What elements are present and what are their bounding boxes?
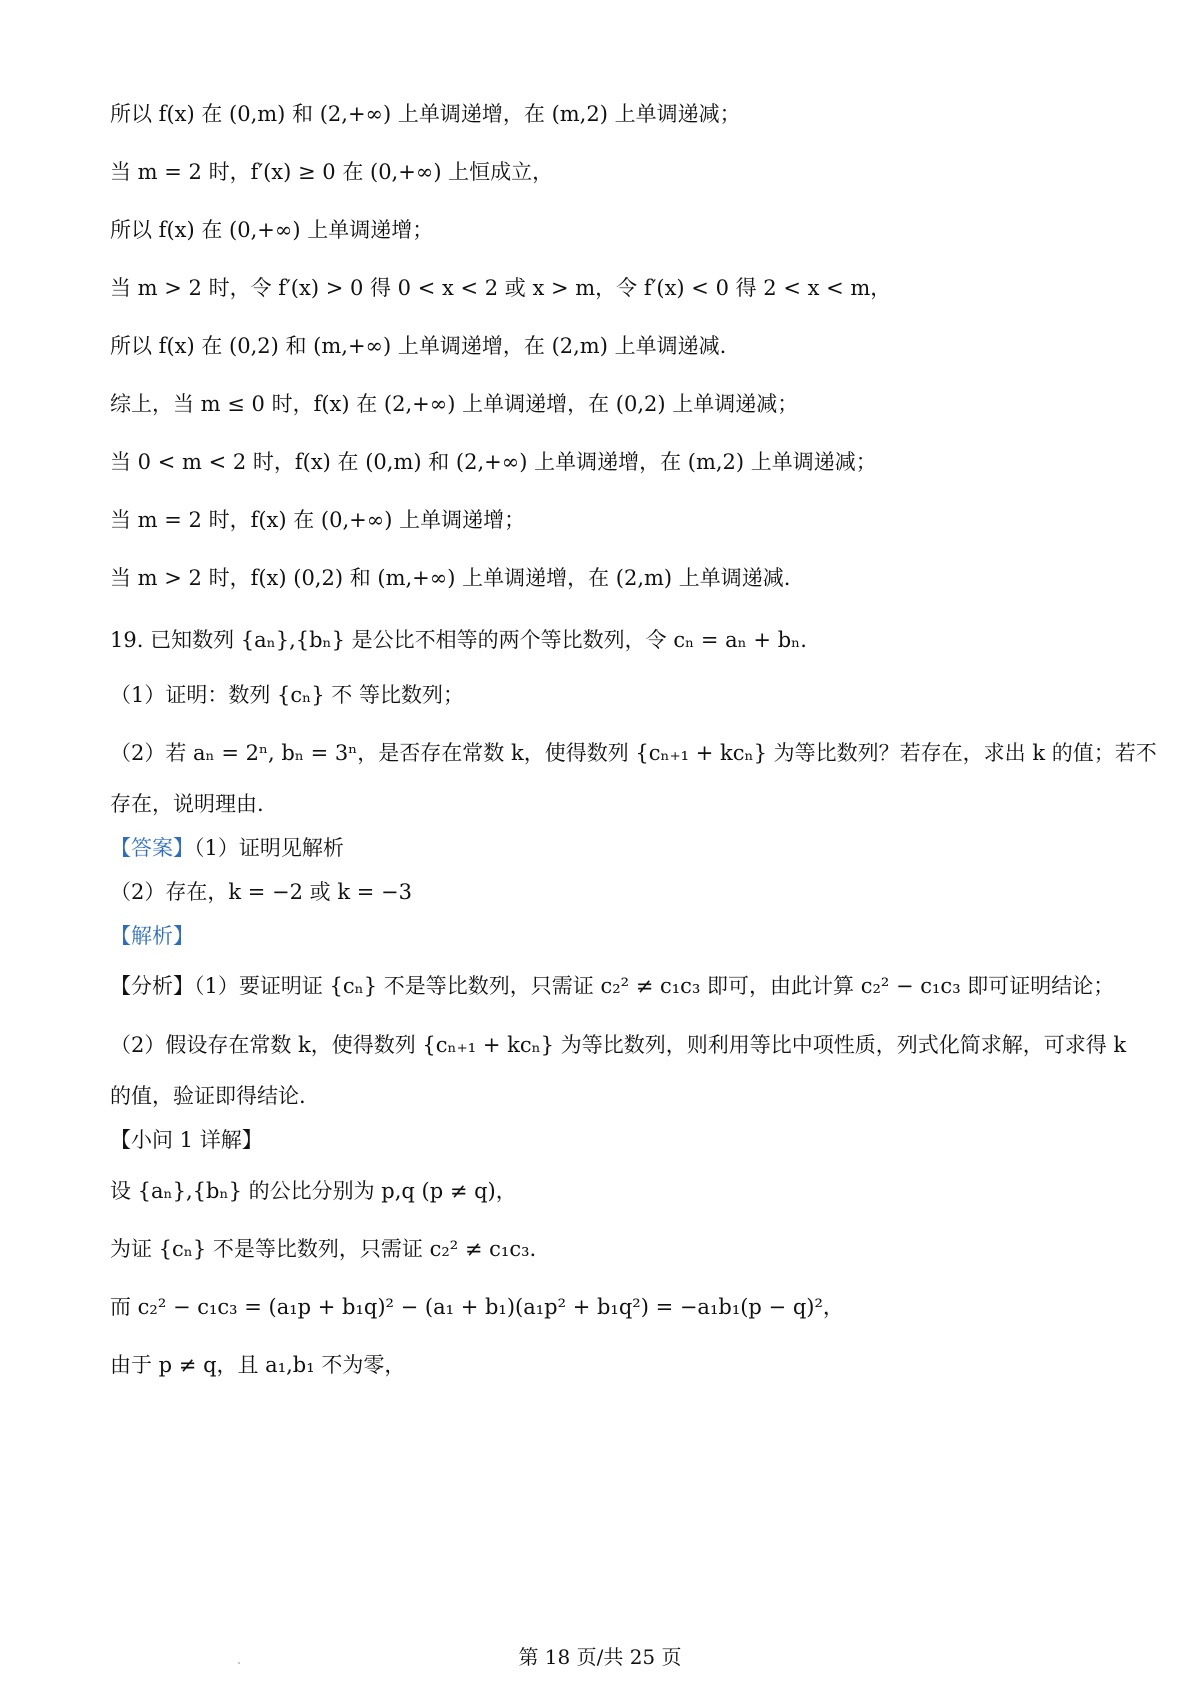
text-line: 所以 f(x) 在 (0,2) 和 (m,+∞) 上单调递增，在 (2,m) 上单调递减. [110, 334, 727, 358]
solution-line: 而 c₂² − c₁c₃ = (a₁p + b₁q)² − (a₁ + b₁)(a₁p² + b₁q²) = −a₁b₁(p − q)²， [110, 1295, 844, 1319]
fenxi-line-1 [110, 971, 1115, 1001]
text-line: 当 m = 2 时，f′(x) ≥ 0 在 (0,+∞) 上恒成立， [110, 160, 554, 184]
text-line: 当 m = 2 时，f(x) 在 (0,+∞) 上单调递增； [110, 508, 526, 532]
text-line: 所以 f(x) 在 (0,m) 和 (2,+∞) 上单调递增，在 (m,2) 上单调递减； [110, 102, 741, 126]
text-line: 所以 f(x) 在 (0,+∞) 上单调递增； [110, 218, 434, 242]
fenxi-text: （1）要证明证 {cₙ} 不是等比数列，只需证 c₂² ≠ c₁c₃ 即可，由此计算 c₂² − c₁c₃ 即可证明结论； [194, 974, 1115, 998]
fenxi-tag: 【分析】 [110, 974, 194, 998]
text-line: 当 0 < m < 2 时，f(x) 在 (0,m) 和 (2,+∞) 上单调递增，在 (m,2) 上单调递减； [110, 450, 877, 474]
text-line: 综上，当 m ≤ 0 时，f(x) 在 (2,+∞) 上单调递增，在 (0,2) 上单调递减； [110, 392, 799, 416]
question-19-part-2-cont: 存在，说明理由. [110, 792, 264, 816]
subquestion-1-heading: 【小问 1 详解】 [110, 1128, 263, 1152]
answer-line-1 [110, 833, 1100, 863]
question-19-part-2: （2）若 aₙ = 2ⁿ, bₙ = 3ⁿ，是否存在常数 k，使得数列 {cₙ₊₁ + kcₙ} 为等比数列？若存在，求出 k 的值；若不 [110, 741, 1157, 765]
solution-line: 由于 p ≠ q，且 a₁,b₁ 不为零， [110, 1353, 406, 1377]
fenxi-line-2: （2）假设存在常数 k，使得数列 {cₙ₊₁ + kcₙ} 为等比数列，则利用等比中项性质，列式化简求解，可求得 k [110, 1033, 1127, 1057]
question-19-part-1: （1）证明：数列 {cₙ} 不 等比数列； [110, 683, 464, 707]
analysis-tag: 【解析】 [110, 924, 194, 948]
answer-tag: 【答案】 [110, 836, 194, 860]
text-line: 当 m > 2 时，令 f′(x) > 0 得 0 < x < 2 或 x > m，令 f′(x) < 0 得 2 < x < m， [110, 276, 892, 300]
solution-line: 设 {aₙ},{bₙ} 的公比分别为 p,q (p ≠ q)， [110, 1179, 517, 1203]
answer-line-2: （2）存在，k = −2 或 k = −3 [110, 880, 412, 904]
analysis-heading [110, 921, 1100, 951]
question-19-stem: 19. 已知数列 {aₙ},{bₙ} 是公比不相等的两个等比数列，令 cₙ = aₙ + bₙ. [110, 628, 807, 652]
fenxi-line-3: 的值，验证即得结论. [110, 1084, 306, 1108]
text-line: 当 m > 2 时，f(x) (0,2) 和 (m,+∞) 上单调递增，在 (2,m) 上单调递减. [110, 566, 791, 590]
answer-text: （1）证明见解析 [194, 836, 344, 860]
solution-line: 为证 {cₙ} 不是等比数列，只需证 c₂² ≠ c₁c₃. [110, 1237, 537, 1261]
page-footer: 第 18 页/共 25 页 [518, 1645, 682, 1669]
